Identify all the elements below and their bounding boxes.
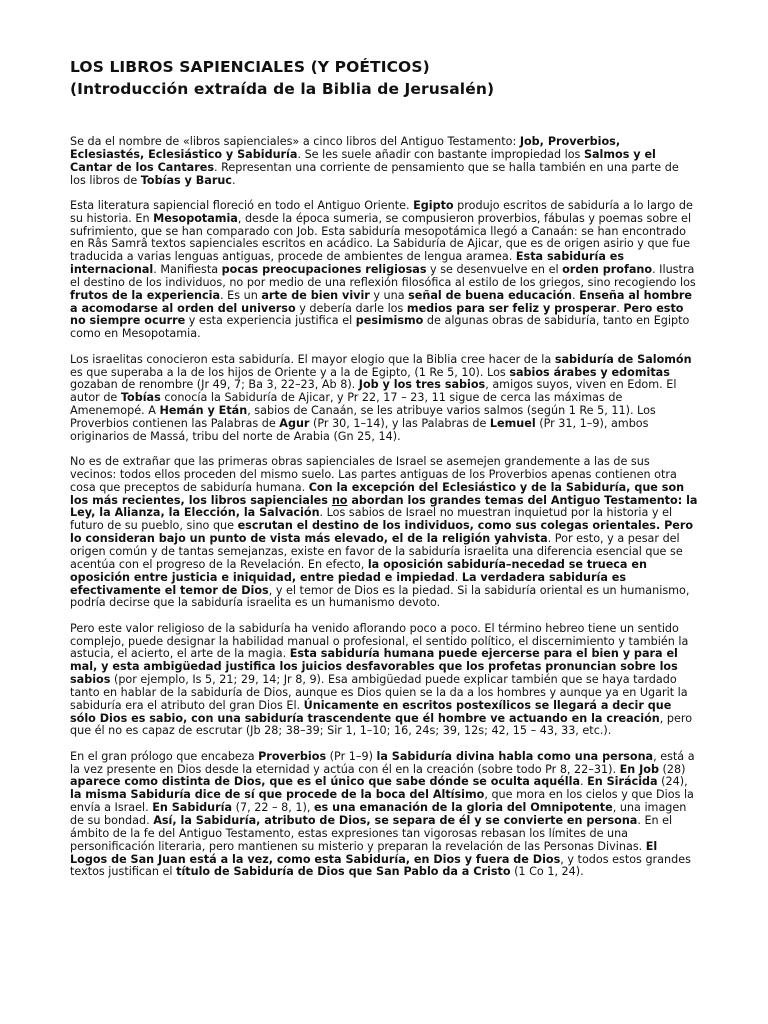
text-run: (7, 22 – 8, 1), (232, 801, 314, 815)
bold-text: la Sabiduría divina habla como una persona (376, 749, 654, 763)
paragraph-2 (70, 200, 698, 341)
text-run: y una (369, 288, 409, 302)
text-run: . (571, 288, 580, 302)
text-run: de algunas obras de sabiduría, tanto en Egipto como en Mesopotamia. (70, 314, 690, 341)
bold-text: Egipto (413, 198, 454, 212)
text-run: . Representan una corriente de pensamiento que se halla también en una parte de los libros de (70, 160, 679, 187)
bold-text: sabios árabes y edomitas (509, 365, 670, 379)
text-run: , y todos estos grandes textos justifican el (70, 852, 691, 879)
bold-text: pocas preocupaciones religiosas (221, 263, 427, 277)
text-run: Se da el nombre de «libros sapienciales» a cinco libros del Antiguo Testamento: (70, 135, 520, 148)
text-run: . Es un (220, 288, 262, 302)
text-run: , sabios de Canaán, se les atribuye varios salmos (según 1 Re 5, 11). Los Proverbios contienen las Palabras de (70, 404, 656, 430)
text-run: . En el ámbito de la fe del Antiguo Testamento, estas expresiones tan vigorosas rebasan los límites de una personificación literaria, pero mantienen su misterio y preparan la revelación de las Personas Divinas. (70, 814, 673, 853)
text-run: Los israelitas conocieron esta sabiduría. El mayor elogio que la Biblia cree hacer de la (70, 352, 555, 366)
text-run: y esta experiencia justifica el (185, 314, 356, 328)
text-run: . Ilustra el destino de los individuos, no por medio de una reflexión filosófica al estilo de los griegos, sino recogiendo los (70, 263, 696, 289)
bold-text: sabiduría de Salomón (554, 352, 692, 366)
text-run: , desde la época sumeria, se compusieron proverbios, fábulas y poemas sobre el sufrimiento, que se han comparado con Job. Esta sabiduría mesopotámica llegó a Canaán: se han encontrado en Râs Samrâ textos sapienciales escritos en acádico. La Sabiduría de Ajicar, que es de origen asirio y que fue traducida a varias lenguas antiguas, procede de ambientes de lengua aramea. (70, 211, 692, 264)
text-run: , pero que él no es capaz de escrutar (Jb 28; 38–39; Sir 1, 1–10; 16, 24s; 39, 12s; 42, 15 – 43, 33, etc.). (70, 711, 693, 738)
bold-text: El Logos de San Juan está a la vez, como esta Sabiduría, en Dios y fuera de Dios (70, 839, 658, 866)
paragraph-6 (70, 751, 698, 879)
text-run: , y el temor de Dios es la piedad. Si la sabiduría oriental es un humanismo, podría decirse que la sabiduría israelita es un humanismo devoto. (70, 583, 690, 610)
text-run: (24), (657, 775, 688, 789)
bold-text: Mesopotamia (153, 211, 238, 225)
text-run: . (231, 173, 236, 187)
text-run: . (454, 570, 462, 584)
text-run: (Pr 31, 1–9), ambos originarios de Massá, tribu del norte de Arabia (Gn 25, 14). (70, 416, 649, 443)
bold-text: Únicamente en escritos postexílicos se llegará a decir que sólo Dios es sabio, con una sabiduría trascendente que él hombre ve actuando en la creación (70, 698, 672, 725)
bold-text: Agur (279, 416, 310, 430)
bold-text: Tobías y Baruc (140, 173, 232, 187)
bold-text: Con la excepción del Eclesiástico y de la Sabiduría, que son los más recientes, los libros sapienciales (70, 480, 685, 507)
text-run: En el gran prólogo que encabeza (70, 749, 259, 763)
bold-text: la oposición sabiduría–necedad se trueca en oposición entre justicia e iniquidad, entre piedad e impiedad (70, 557, 647, 584)
text-run: y debería darle los (295, 301, 407, 315)
bold-text: escrutan el destino de los individuos, como sus colegas orientales. Pero lo consideran bajo un punto de vista más elevado, el de la religión yahvista (70, 519, 694, 546)
text-run: . (580, 775, 588, 789)
text-run: . Se les suele añadir con bastante impropiedad los (297, 147, 584, 161)
text-run: y se desenvuelve en el (426, 263, 563, 277)
text-run: gozaban de renombre (Jr 49, 7; Ba 3, 22–23, Ab 8). (70, 378, 359, 392)
paragraph-1 (70, 136, 698, 187)
text-run: No es de extrañar que las primeras obras sapienciales de Israel se asemejen grandemente a las de sus vecinos: todos ellos proceden del mismo suelo. Las partes antiguas de los Proverbios apenas contienen otra cosa que preceptos de sabiduría humana. (70, 455, 677, 494)
text-run: conocía la Sabiduría de Ajicar, y Pr 22, 17 – 23, 11 sigue de cerca las máximas de Amenemopé. A (70, 391, 623, 418)
bold-text: En Job (619, 762, 659, 776)
bold-text: pesimismo (355, 314, 424, 328)
bold-text: arte de bien vivir (261, 288, 370, 302)
text-run: (28) (658, 762, 686, 776)
bold-text: Esta sabiduría es internacional (70, 250, 625, 277)
bold-text: Salmos y el Cantar de los Cantares (70, 147, 656, 174)
bold-text: En Sirácida (587, 775, 658, 789)
bold-text: título de Sabiduría de Dios que San Pablo da a Cristo (176, 865, 511, 879)
bold-text: la misma Sabiduría dice de sí que procede de la boca del Altísimo (70, 788, 485, 802)
text-run: , una imagen de su bondad. (70, 801, 687, 827)
text-run: . Manifiesta (153, 263, 222, 277)
bold-text: Lemuel (489, 416, 536, 430)
document-subtitle: (Introducción extraída de la Biblia de Jerusalén) (70, 80, 495, 98)
underlined-bold-text: no (331, 493, 348, 507)
text-run: (1 Co 1, 24). (510, 865, 584, 879)
text-run: produjo escritos de sabiduría a lo largo de su historia. En (70, 198, 693, 225)
bold-text: Proverbios (258, 749, 327, 763)
bold-text: es una emanación de la gloria del Omnipotente (313, 801, 613, 815)
bold-text: Job y los tres sabios (358, 378, 486, 392)
bold-text: Enseña al hombre a acomodarse al orden del universo (70, 288, 693, 315)
text-run: Esta literatura sapiencial floreció en todo el Antiguo Oriente. (70, 198, 414, 212)
text-run: . Los sabios de Israel no muestran inquietud por la historia y el futuro de su pueblo, sino que (70, 506, 673, 533)
bold-text: orden profano (562, 263, 653, 277)
text-run: , está a la vez presente en Dios desde la eternidad y actúa con él en la creación (sobre todo Pr 8, 22–31). (70, 749, 695, 776)
bold-text: La verdadera sabiduría es efectivamente el temor de Dios (70, 570, 627, 597)
bold-text: Así, la Sabiduría, atributo de Dios, se separa de él y se convierte en persona (153, 814, 638, 827)
document-title: LOS LIBROS SAPIENCIALES (Y POÉTICOS) (70, 58, 430, 76)
bold-text: Hemán y Etán (159, 404, 248, 418)
bold-text: Tobías (120, 391, 161, 405)
text-run: . Por esto, y a pesar del origen común y de tantas semejanzas, existe en favor de la sabiduría israelita una diferencia esencial que se acentúa con el progreso de la Revelación. En efecto, (70, 532, 683, 571)
text-run: es que superaba a la de los hijos de Oriente y a la de Egipto, (1 Re 5, 10). Los (70, 365, 510, 379)
text-run: (Pr 30, 1–14), y las Palabras de (309, 416, 490, 430)
paragraph-5 (70, 623, 698, 739)
text-run: , amigos suyos, viven en Edom. El autor de (70, 378, 677, 405)
text-run: (por ejemplo, Is 5, 21; 29, 14; Jr 8, 9). Esa ambigüedad puede explicar también que se haya tardado tanto en hablar de la sabiduría de Dios, aunque es Dios quien se la da a los hombres y aunque ya en Ugarit la sabiduría era el atributo del gran Dios El. (70, 673, 688, 712)
bold-text: abordan los grandes temas del Antiguo Testamento: la Ley, la Alianza, la Elección, la Salvación (70, 493, 698, 520)
bold-text: señal de buena educación (408, 288, 572, 302)
text-run: . (616, 301, 624, 315)
paragraph-3 (70, 354, 698, 444)
bold-text: frutos de la experiencia (70, 288, 221, 302)
bold-text: Esta sabiduría humana puede ejercerse para el bien y para el mal, y esta ambigüedad justifica los juicios desfavorables que los profetas pronuncian sobre los sabios (70, 647, 678, 687)
bold-text: Pero esto no siempre ocurre (70, 301, 684, 328)
bold-text: medios para ser feliz y prosperar (406, 301, 617, 315)
text-run: , que mora en los cielos y que Dios la envía a Israel. (70, 788, 694, 815)
text-run: Pero este valor religioso de la sabiduría ha venido aflorando poco a poco. El término hebreo tiene un sentido complejo, puede designar la habilidad manual o profesional, el sentido político, el discernimiento y también la astucia, el acierto, el arte de la magia. (70, 621, 689, 661)
bold-text: aparece como distinta de Dios, que es el único que sabe dónde se oculta aquélla (70, 775, 580, 789)
bold-text: En Sabiduría (152, 801, 233, 815)
paragraph-4 (70, 456, 698, 610)
bold-text: Job, Proverbios, Eclesiastés, Eclesiástico y Sabiduría (70, 135, 621, 161)
text-run: (Pr 1–9) (326, 749, 377, 763)
